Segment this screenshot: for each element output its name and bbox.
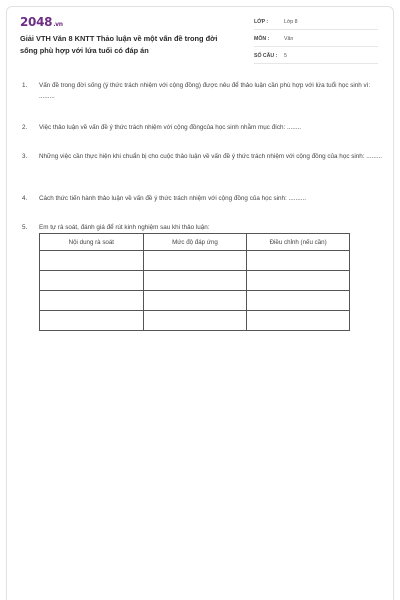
table-row: [40, 251, 350, 271]
question-item: [22, 122, 382, 133]
table-cell: [247, 251, 350, 271]
question-item: [22, 193, 382, 204]
document-title: Giải VTH Văn 8 KNTT Thảo luận về một vấn đề trong đời sống phù hợp với lứa tuổi có đáp án: [20, 34, 218, 55]
meta-value: Văn: [284, 35, 294, 42]
question-item: [22, 80, 382, 102]
meta-key: SỐ CÂU :: [254, 52, 278, 59]
question-number: 2.: [22, 124, 28, 131]
table-cell: [247, 291, 350, 311]
meta-value: 5: [284, 52, 287, 59]
meta-row-subject: [254, 31, 378, 47]
table-header-cell: Nội dung rà soát: [40, 234, 144, 251]
self-review-table: [39, 233, 350, 331]
table-row: [40, 311, 350, 331]
question-item: [22, 222, 382, 233]
logo-suffix: .vn: [53, 21, 63, 28]
question-text: Em tự rà soát, đánh giá để rút kinh nghiệm sau khi thảo luận:: [39, 224, 210, 231]
table-cell: [143, 311, 247, 331]
logo-main: 2048: [20, 15, 53, 29]
table-cell: [143, 271, 247, 291]
meta-row-class: [254, 14, 378, 30]
table-cell: [40, 311, 144, 331]
table-cell: [40, 271, 144, 291]
meta-panel: [254, 14, 378, 65]
meta-key: MÔN :: [254, 35, 270, 42]
site-logo[interactable]: [20, 15, 63, 29]
table-cell: [247, 311, 350, 331]
question-text: Vấn đề trong đời sống (ý thức trách nhiệm với cộng đồng) được nêu để thảo luận cần phù hợp với lứa tuổi học sinh vì: .........: [39, 82, 371, 100]
table-cell: [247, 271, 350, 291]
table-header-row: [40, 234, 350, 251]
meta-key: LỚP :: [254, 18, 269, 25]
question-text: Việc thảo luận về vấn đề ý thức trách nhiệm với cộng đồngcủa học sinh nhằm mục đích: ........: [39, 124, 301, 131]
table-cell: [143, 251, 247, 271]
table-row: [40, 271, 350, 291]
table-row: [40, 291, 350, 311]
question-number: 3.: [22, 153, 28, 160]
meta-value: Lớp 8: [284, 18, 298, 25]
question-text: Những việc cần thực hiện khi chuẩn bị cho cuộc thảo luận về vấn đề ý thức trách nhiệm với cộng đồng của học sinh: .........: [39, 153, 383, 160]
question-item: [22, 151, 382, 162]
meta-row-count: [254, 48, 378, 64]
table-header-cell: Mức độ đáp ứng: [143, 234, 247, 251]
question-number: 4.: [22, 195, 28, 202]
table-cell: [143, 291, 247, 311]
table-header-cell: Điều chỉnh (nếu cần): [247, 234, 350, 251]
question-number: 5.: [22, 224, 28, 231]
question-number: 1.: [22, 82, 28, 89]
table-cell: [40, 291, 144, 311]
table-cell: [40, 251, 144, 271]
question-text: Cách thức tiến hành thảo luận về vấn đề ý thức trách nhiệm với cộng đồng của học sinh: ..........: [39, 195, 307, 202]
